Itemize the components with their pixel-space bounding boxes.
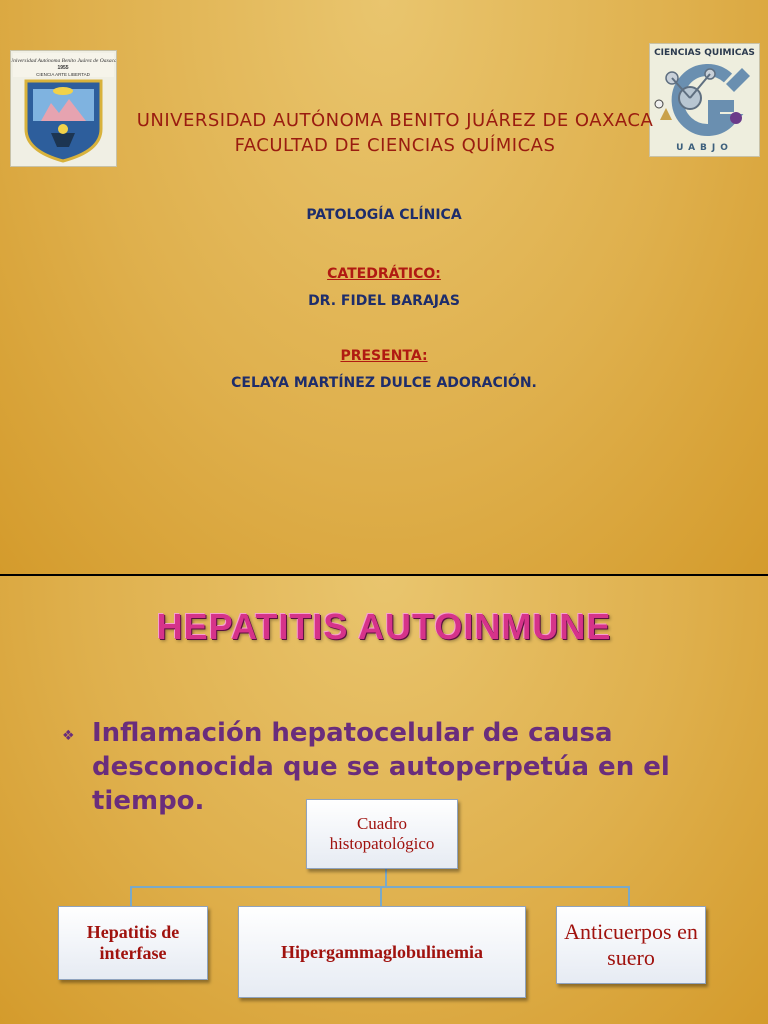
diagram-child-box-1 [58,906,208,980]
diagram-child-box-3 [556,906,706,984]
diagram-child-label-3: Anticuerpos en suero [564,919,698,970]
seal-text: Universidad Autónoma Benito Juárez de Oaxaca [11,58,116,64]
university-name: UNIVERSIDAD AUTÓNOMA BENITO JUÁREZ DE OAXACA [136,110,654,131]
diagram-root-label: Cuadro histopatológico [329,814,435,853]
course-name: PATOLOGÍA CLÍNICA [306,207,462,223]
logo-subtitle: UABJO [676,143,733,153]
diamond-bullet-icon: ❖ [62,728,75,744]
logo-title: CIENCIAS QUIMICAS [654,48,755,58]
seal-year: 1955 [57,65,69,71]
presenter-label: PRESENTA: [340,348,428,364]
definition-text: Inflamación hepatocelular de causa desconocida que se autoperpetúa en el tiempo. [92,718,670,816]
diagram-child-label-1: Hepatitis de interfase [86,922,180,963]
connector-left [130,886,132,906]
professor-label: CATEDRÁTICO: [327,266,441,282]
seal-motto: CIENCIA ARTE LIBERTAD [36,72,90,77]
connector-root [385,867,387,887]
connector-right [628,886,630,906]
connector-middle [380,886,382,906]
diagram-child-box-2 [238,906,526,998]
faculty-name: FACULTAD DE CIENCIAS QUÍMICAS [234,135,556,156]
diagram-child-label-2: Hipergammaglobulinemia [281,941,483,962]
professor-name: DR. FIDEL BARAJAS [308,293,460,309]
slide-title: HEPATITIS AUTOINMUNE [156,606,612,647]
diagram-root-box [306,799,458,869]
presenter-name: CELAYA MARTÍNEZ DULCE ADORACIÓN. [231,375,537,391]
